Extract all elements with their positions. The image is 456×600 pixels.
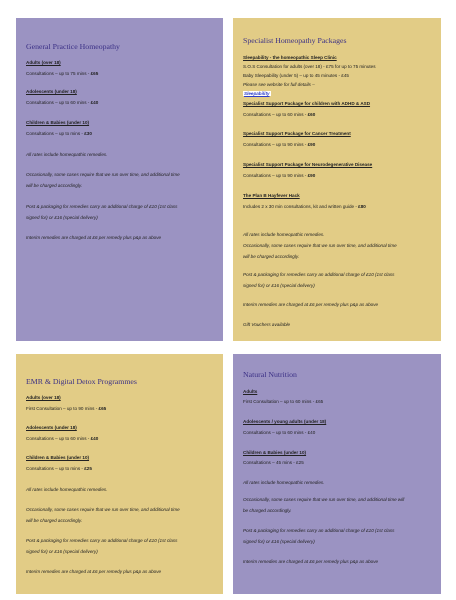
postage-note-2: signed for) or £16 (special delivery) <box>26 215 98 220</box>
children-price-line <box>26 131 92 136</box>
adhd-price-line <box>243 112 315 117</box>
interim-note: Interim remedies are charged at £6 per remedy plus p&p as above <box>26 235 162 240</box>
line-text: Consultations – up to 60 mins - <box>243 112 308 117</box>
neuro-price-line <box>243 173 315 178</box>
postage-note-1: Post & packaging for remedies carry an additional charge of £10 (1st class <box>26 538 178 543</box>
sleepability-heading: Sleepability - the homeopathic Sleep Clinic <box>243 55 337 60</box>
adolescents-heading: Adolescents (under 18) <box>26 89 77 94</box>
sleepability-line-1: S.O.S Consultation for adults (over 18) - £75 for up to 75 minutes <box>243 64 376 69</box>
overtime-note-1: Occasionally, some cases require that we run over time, and additional time <box>243 243 397 248</box>
price: £40 <box>90 100 99 105</box>
hayfever-price-line <box>243 204 366 209</box>
panel-title: Natural Nutrition <box>243 370 297 379</box>
line-text: First Consultation – up to 90 mins - <box>26 406 99 411</box>
children-heading: Children & Babies (under 10) <box>26 120 90 125</box>
line-text: Consultations – up to 60 mins - <box>26 100 91 105</box>
line-text: Consultations – up to 90 mins - <box>243 142 308 147</box>
adolescents-price-line: Consultations – up to 60 mins - £40 <box>243 430 316 435</box>
interim-note: Interim remedies are charged at £6 per remedy plus p&p as above <box>243 302 379 307</box>
natural-nutrition-panel <box>233 354 441 594</box>
cancer-price-line <box>243 142 315 147</box>
adults-heading: Adults <box>243 389 258 394</box>
adhd-heading: Specialist Support Package for children with ADHD & ASD <box>243 101 371 106</box>
interim-note: Interim remedies are charged at £6 per remedy plus p&p as above <box>26 569 162 574</box>
price: £90 <box>307 142 316 147</box>
sleepability-link[interactable]: Sleepability <box>244 91 270 96</box>
adults-heading: Adults (over 18) <box>26 60 61 65</box>
children-price-line: Consultations – 45 mins - £25 <box>243 460 304 465</box>
panel-title: Specialist Homeopathy Packages <box>243 36 347 45</box>
line-text: Consultations – up to mins - <box>26 466 85 471</box>
adolescents-price-line <box>26 436 98 441</box>
postage-note-2: signed for) or £16 (special delivery) <box>243 539 315 544</box>
gift-vouchers-note: Gift Vouchers available <box>243 322 291 327</box>
line-text: Consultations – up to mins - <box>26 131 85 136</box>
remedies-note: All rates include homeopathic remedies. <box>243 480 325 485</box>
line-text: Consultations – up to 90 mins - <box>243 173 308 178</box>
overtime-note-1: Occasionally, some cases require that we run over time, and additional time <box>26 172 180 177</box>
adults-price-line <box>26 71 98 76</box>
sleepability-link-row <box>243 91 271 96</box>
adults-price-line: First Consultation – up to 60 mins - £65 <box>243 399 324 404</box>
price: £90 <box>307 173 316 178</box>
remedies-note: All rates include homeopathic remedies. <box>26 487 108 492</box>
cancer-heading: Specialist Support Package for Cancer Treatment <box>243 131 351 136</box>
adolescents-heading: Adolescents (under 18) <box>26 425 77 430</box>
children-heading: Children & Babies (under 10) <box>243 450 307 455</box>
children-price-line <box>26 466 92 471</box>
price: £60 <box>307 112 316 117</box>
line-text: Includes 2 x 30 min consultations, kit and written guide - <box>243 204 359 209</box>
panel-title: General Practice Homeopathy <box>26 42 120 51</box>
adolescents-heading: Adolescents / young adults (under 18) <box>243 419 327 424</box>
overtime-note-2: will be charged accordingly. <box>26 183 83 188</box>
line-text: Consultations – up to 75 mins - <box>26 71 91 76</box>
price: £80 <box>358 204 366 209</box>
specialist-packages-panel <box>233 18 441 341</box>
overtime-note-1: Occasionally, some cases require that we run over time, and additional time <box>26 507 180 512</box>
sleepability-line-2: Baby Sleepability (under 5) – up to 45 minutes - £45 <box>243 73 349 78</box>
adolescents-price-line <box>26 100 98 105</box>
price: £40 <box>90 436 99 441</box>
sleepability-line-3: Please see website for full details – <box>243 82 315 87</box>
emr-detox-panel <box>16 354 223 594</box>
children-heading: Children & Babies (under 10) <box>26 455 90 460</box>
postage-note-2: signed for) or £16 (special delivery) <box>26 549 98 554</box>
interim-note: Interim remedies are charged at £6 per remedy plus p&p as above <box>243 559 379 564</box>
overtime-note-2: will be charged accordingly. <box>243 254 300 259</box>
adults-heading: Adults (over 18) <box>26 395 61 400</box>
neuro-heading: Specialist Support Package for Neurodegenerative Disease <box>243 162 373 167</box>
postage-note-1: Post & packaging for remedies carry an additional charge of £10 (1st class <box>243 272 395 277</box>
remedies-note: All rates include homeopathic remedies. <box>26 152 108 157</box>
postage-note-1: Post & packaging for remedies carry an additional charge of £10 (1st class <box>243 528 395 533</box>
postage-note-1: Post & packaging for remedies carry an additional charge of £10 (1st class <box>26 204 178 209</box>
overtime-note-1: Occasionally, some cases require that we run over time, and additional time will <box>243 497 405 502</box>
overtime-note-2: will be charged accordingly. <box>26 518 83 523</box>
adults-price-line <box>26 406 106 411</box>
price: £65 <box>90 71 99 76</box>
price: £25 <box>84 466 92 471</box>
hayfever-heading: The Plan B Hayfever Hack <box>243 193 300 198</box>
price: £30 <box>84 131 92 136</box>
price: £65 <box>98 406 107 411</box>
remedies-note: All rates include homeopathic remedies. <box>243 232 325 237</box>
general-practice-panel <box>16 18 223 341</box>
panel-title: EMR & Digital Detox Programmes <box>26 377 137 386</box>
line-text: Consultations – up to 60 mins - <box>26 436 91 441</box>
overtime-note-2: be charged accordingly. <box>243 508 292 513</box>
postage-note-2: signed for) or £16 (special delivery) <box>243 283 315 288</box>
